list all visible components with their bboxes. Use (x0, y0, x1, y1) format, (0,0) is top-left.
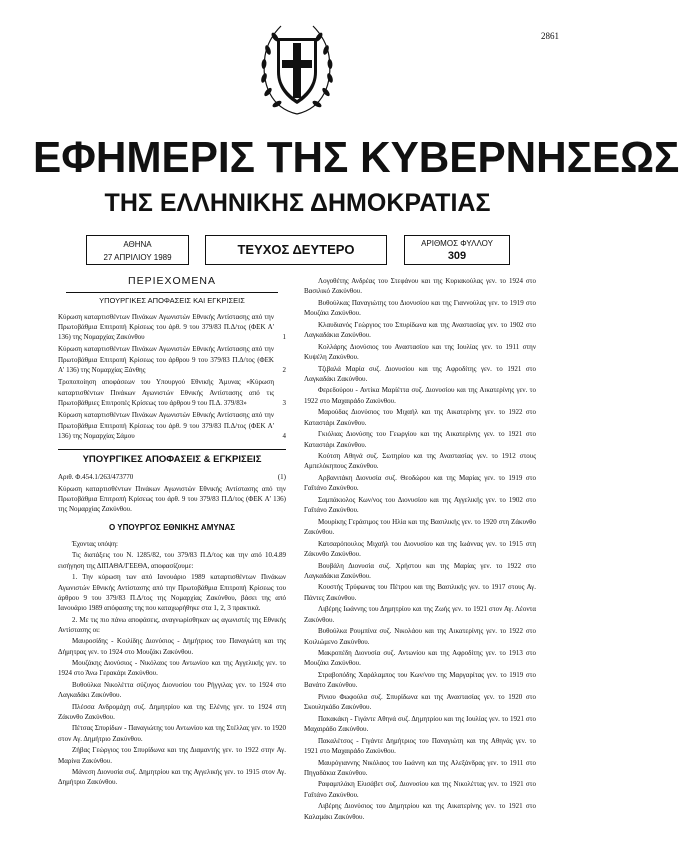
gazette-title: ΕΦΗΜΕΡΙΣ ΤΗΣ ΚΥΒΕΡΝΗΣΕΩΣ (33, 133, 679, 182)
person-entry: Σαμπάκιολος Κων/νος του Διονυσίου και της Αγγελικής γεν. το 1902 στο Γαΐτάνο Ζακύνθου. (304, 495, 536, 515)
contents-entry-text: Κύρωση καταρτισθέντων Πινάκων Αγωνιστών Εθνικής Αντίστασης από την Πρωτοβάθμια Επιτροπή Κρίσεως του άρθρου 9 του 379/83 Π.Δ/τος (ΦΕΚ Α' 136) της Νομαρχίας Ξάνθης (58, 345, 274, 375)
minister-heading: Ο ΥΠΟΥΡΓΟΣ ΕΘΝΙΚΗΣ ΑΜΥΝΑΣ (108, 522, 236, 532)
person-entry: Τζιβαλά Μαρία συζ. Διονυσίου και της Αφροδίτης γεν. το 1921 στο Λαγκαδάκι Ζακύνθου. (304, 364, 536, 383)
issue-date: 27 ΑΠΡΙΛΙΟΥ 1989 (103, 253, 172, 262)
contents-divider (66, 292, 278, 293)
body-paragraph: 2. Με τις πιο πάνω αποφάσεις, αναγνωρίσθηκαν ως αγωνιστές της Εθνικής Αντίστασης οι: (58, 615, 286, 634)
sheet-number-box (404, 235, 510, 265)
person-entry: Μακροπέδη Διονυσία συζ. Αντωνίου και της Αφροδίτης γεν. το 1913 στο Μουζάκι Ζακύνθου. (304, 649, 536, 668)
person-entry: Πακακάκη - Γιγάντε Αθηνά συζ. Δημητρίου και της Ιουλίας γεν. το 1921 στο Μαχαιράδο Ζακύνθου. (304, 714, 536, 734)
decision-reference (58, 472, 286, 482)
issue-place-date-box (86, 235, 189, 265)
person-entry: Γκιόλιας Διονύσης του Γεωργίου και της Αικατερίνης γεν. το 1921 στο Καταστάρι Ζακύνθου. (304, 430, 536, 449)
page-number: 2861 (541, 31, 559, 41)
person-entry: Αρβανιτάκη Διονυσία συζ. Θεοδώρου και της Μαρίας γεν. το 1919 στο Γαΐτάνο Ζακύνθου. (304, 474, 536, 493)
contents-entry-page: 1 (282, 333, 286, 342)
contents-entry-page: 4 (282, 431, 286, 440)
person-entry: Ρίνιου Φωφούλα συζ. Σπυρίδωνα και της Αναστασίας γεν. το 1920 στο Σκουληκάδο Ζακύνθου. (304, 692, 536, 712)
contents-entry (58, 312, 286, 343)
person-entry: Πακαλέτσος - Γιγάντε Δημήτριος του Παναγιώτη και της Αθηνάς γεν. το 1921 στο Μαχαιράδο Ζακύνθου. (304, 736, 536, 755)
person-entry: Φερεδούρου - Αντίκα Μαρίέττα συζ. Διονυσίου και της Αικατερίνης γεν. το 1922 στο Μαχαιράδο Ζακύνθου. (304, 386, 536, 405)
body-paragraph: Πέτσας Σπυρίδων - Παναγιώτης του Αντωνίου και της Στέλλας γεν. το 1920 στον Αγ. Δημήτριο Ζακύνθου. (58, 724, 286, 743)
person-entry: Μαρούδας Διονύσιος του Μιχαήλ και της Αικατερίνης γεν. το 1922 στο Καταστάρι Ζακύνθου. (304, 408, 536, 427)
person-entry: Στραβοπόδης Χαράλαμπος του Κων/νου της Μαργαρίτας γεν. το 1919 στο Βανάτο Ζακύνθου. (304, 671, 536, 690)
contents-entry (58, 344, 286, 375)
body-paragraph: Μαυροσίδης - Κοιλίδης Διονύσιος - Δημήτριος του Παναγιώτη και της Δήμητρας γεν. το 1924 στο Μουζάκι Ζακύνθου. (58, 637, 286, 656)
contents-list (58, 312, 286, 442)
decision-number: Αριθ. Φ.454.1/263/473770 (58, 473, 134, 482)
issue-volume-box (205, 235, 387, 265)
decision-body (58, 539, 286, 788)
body-paragraph: Μουζάκης Διονύσιος - Νικόλαος του Αντωνίου και της Αγγελικής γεν. το 1924 στο Άνω Γερακάρι Ζακύνθου. (58, 659, 286, 678)
gazette-subtitle: ΤΗΣ ΕΛΛΗΝΙΚΗΣ ΔΗΜΟΚΡΑΤΙΑΣ (104, 189, 491, 217)
right-column (304, 276, 536, 823)
contents-entry (58, 377, 286, 408)
decision-subject: Κύρωση καταρτισθέντων Πινάκων Αγωνιστών Εθνικής Αντίστασης από την Πρωτοβάθμια Επιτροπή Κρίσεως του άρθ. 9 του 379/83 Π.Δ/τος (ΦΕΚ Α' 136) της Νομαρχίας Ζακύνθου. (58, 484, 286, 514)
contents-heading: ΠΕΡΙΕΧΟΜΕΝΑ (127, 275, 217, 287)
decision-tag: (1) (277, 473, 286, 482)
sheet-number: 309 (447, 250, 467, 262)
person-entry: Λογοθέτης Ανδρέας του Στεφάνου και της Κυριακούλας γεν. το 1924 στο Βασιλικό Ζακύνθου. (304, 277, 536, 296)
person-entry: Βυθούλκα Ρουμπίνα συζ. Νικολάου και της Αικατερίνης γεν. το 1922 στο Κοιλιώμενο Ζακύνθου. (304, 627, 536, 646)
person-entry: Βυθούλκας Παναγιώτης του Διονυσίου και της Γιαννούλας γεν. το 1919 στο Μουζάκι Ζακύνθου. (304, 298, 536, 318)
body-paragraph: 1. Την κύρωση των από Ιανουάριο 1989 καταρτισθέντων Πινάκων Αγωνιστών Εθνικής Αντίστασης από την Πρωτοβάθμια Επιτροπή Κρίσεως του άρθρου 9 του 379/83 Π.Δ/τος της Νομαρχίας Ζακύνθου, βάσει της από Ιανουάριο 1989 απόφασης της που καταχωρήθηκε στα 1, 2, 3 πρακτικά. (58, 573, 286, 613)
contents-entry-text: Κύρωση καταρτισθέντων Πινάκων Αγωνιστών Εθνικής Αντίστασης από την Πρωτοβάθμια Επιτροπή Κρίσεως του άρθ. 9 του 379/83 Π.Δ/τος (ΦΕΚ Α' 136) της Νομαρχίας Σάμου (58, 411, 274, 440)
body-paragraph: Τις διατάξεις του Ν. 1285/82, του 379/83 Π.Δ/τος και την από 10.4.89 εισήγηση της ΔΙΠΑΘΑ/ΓΕΕΘΑ, αποφασίζουμε: (58, 551, 286, 570)
body-paragraph: Έχοντας υπόψη: (72, 539, 118, 548)
person-entry: Κατσαρόπουλος Μιχαήλ του Διονυσίου και της Ιωάννας γεν. το 1915 στη Ζάκυνθο Ζακύνθου. (304, 539, 536, 558)
contents-entry-text: Κύρωση καταρτισθέντων Πινάκων Αγωνιστών Εθνικής Αντίστασης από την Πρωτοβάθμια Επιτροπή Κρίσεως του άρθ. 9 του 379/83 Π.Δ/τος (ΦΕΚ Α' 136) της Νομαρχίας Ζακύνθου (58, 312, 274, 342)
section-divider (58, 449, 286, 450)
sheet-number-label: ΑΡΙΘΜΟΣ ΦΥΛΛΟΥ (421, 239, 493, 248)
person-entry: Ραφαμπλάκη Ελισάβετ συζ. Διονυσίου και της Νικολέττας γεν. το 1921 στο Γαΐτάνο Ζακύνθου. (304, 780, 536, 799)
contents-entry-page: 2 (282, 366, 286, 375)
person-entry: Βουβάλη Διονυσία συζ. Χρήστου και της Μαρίας γεν. το 1922 στο Λαγκαδάκια Ζακύνθου. (304, 561, 536, 580)
body-paragraph: Πλέσσα Ανδρομάχη συζ. Δημητρίου και της Ελένης γεν. το 1924 στη Ζάκυνθο Ζακύνθου. (58, 702, 286, 721)
contents-entry-text: Τροποποίηση αποφάσεων του Υπουργού Εθνικής Άμυνας «Κύρωση καταρτισθέντων Πινάκων Αγωνιστών Εθνικής Αντίστασης από τις Πρωτοβάθμιες Επιτροπές Κρίσεως του άρθρου 9 του Π.Δ. 379/83» (58, 378, 274, 407)
contents-entry (58, 410, 286, 441)
body-paragraph: Βυθούλκα Νικολέττα σύζυγος Διονυσίου του Ρήγγιλας γεν. το 1924 στο Λαγκαδάκι Ζακύνθου. (58, 680, 286, 700)
greek-coat-of-arms-icon (257, 20, 337, 120)
person-entry: Κλαυδιανός Γεώργιος του Σπυρίδωνα και της Αναστασίας γεν. το 1902 στο Λαγκαδάκια Ζακύνθου. (304, 320, 536, 340)
person-entry: Κολλάρης Διονύσιος του Αναστασίου και της Ιουλίας γεν. το 1911 στην Κυψέλη Ζακύνθου. (304, 342, 536, 361)
contents-subheading: ΥΠΟΥΡΓΙΚΕΣ ΑΠΟΦΑΣΕΙΣ ΚΑΙ ΕΓΚΡΙΣΕΙΣ (99, 296, 245, 306)
section-heading: ΥΠΟΥΡΓΙΚΕΣ ΑΠΟΦΑΣΕΙΣ & ΕΓΚΡΙΣΕΙΣ (82, 454, 262, 466)
person-entry: Μαυρόγιαννης Νικόλαος του Ιωάννη και της Αλεξάνδρας γεν. το 1911 στο Πηγαδάκια Ζακύνθου. (304, 758, 536, 777)
left-column (58, 276, 286, 789)
person-entry: Μουρίκης Γεράσιμος του Ηλία και της Βασιλικής γεν. το 1920 στη Ζάκυνθο Ζακύνθου. (304, 517, 536, 537)
person-entry: Κουστής Τρύφωνας του Πέτρου και της Βασιλικής γεν. το 1917 στους Αγ. Πάντες Ζακύνθου. (304, 583, 536, 602)
issue-volume: ΤΕΥΧΟΣ ΔΕΥΤΕΡΟ (237, 242, 355, 257)
person-entry: Λιβέρης Διονύσιος του Δημητρίου και της Αικατερίνης γεν. το 1921 στο Καλαμάκι Ζακύνθου. (304, 802, 536, 821)
person-entry: Λιβέρης Ιωάννης του Δημητρίου και της Ζωής γεν. το 1921 στον Αγ. Λέοντα Ζακύνθου. (304, 605, 536, 624)
contents-entry-page: 3 (282, 398, 286, 407)
body-paragraph: Μάνεση Διονυσία συζ. Δημητρίου και της Αγγελικής γεν. το 1915 στον Αγ. Δημήτριο Ζακύνθου. (58, 768, 286, 787)
body-paragraph: Ζήβας Γεώργιος του Σπυρίδωνα και της Διαμαντής γεν. το 1922 στην Αγ. Μαρίνα Ζακύνθου. (58, 746, 286, 765)
issue-place: ΑΘΗΝΑ (123, 240, 152, 249)
person-entry: Κούτση Αθηνά συζ. Σωτηρίου και της Αναστασίας γεν. το 1912 στους Αμπελόκηπους Ζακύνθου. (304, 452, 536, 471)
